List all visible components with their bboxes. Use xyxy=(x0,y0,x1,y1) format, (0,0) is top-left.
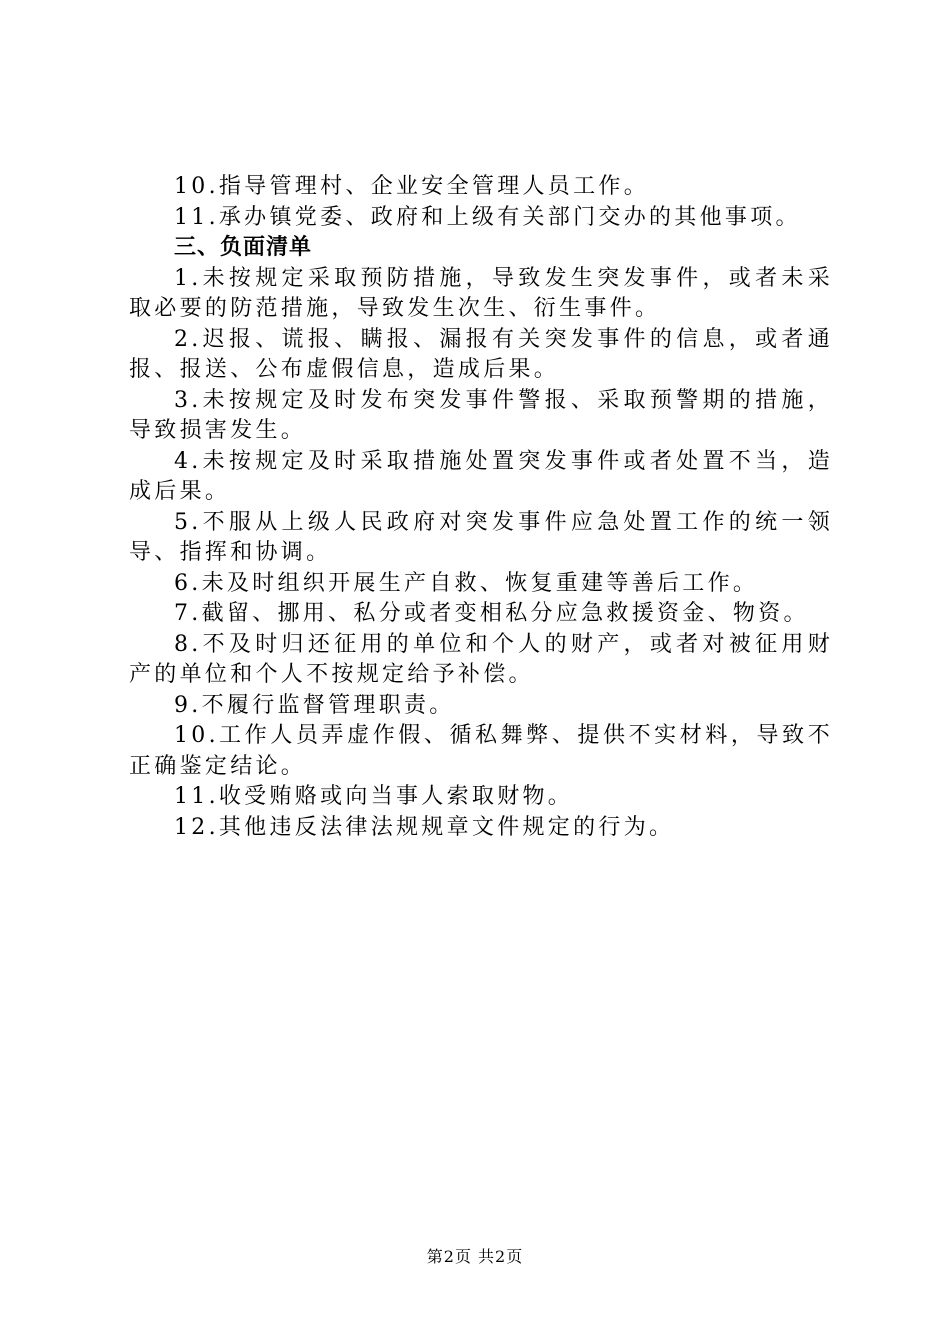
negative-item-3: 3.未按规定及时发布突发事件警报、采取预警期的措施，导致损害发生。 xyxy=(129,387,833,443)
negative-item-1: 1.未按规定采取预防措施，导致发生突发事件，或者未采取必要的防范措施，导致发生次生、衍生事件。 xyxy=(129,265,833,321)
negative-item-12: 12.其他违反法律法规规章文件规定的行为。 xyxy=(174,814,675,840)
section-heading-negative-list: 三、负面清单 xyxy=(174,235,313,260)
negative-item-4: 4.未按规定及时采取措施处置突发事件或者处置不当，造成后果。 xyxy=(129,448,833,504)
negative-item-5: 5.不服从上级人民政府对突发事件应急处置工作的统一领导、指挥和协调。 xyxy=(129,509,833,565)
negative-item-11: 11.收受贿赂或向当事人索取财物。 xyxy=(174,784,574,809)
negative-item-10: 10.工作人员弄虚作假、循私舞弊、提供不实材料，导致不正确鉴定结论。 xyxy=(129,723,833,779)
paragraph-10: 10.指导管理村、企业安全管理人员工作。 xyxy=(174,174,649,199)
paragraph-11: 11.承办镇党委、政府和上级有关部门交办的其他事项。 xyxy=(174,204,801,230)
negative-item-2: 2.迟报、谎报、瞒报、漏报有关突发事件的信息，或者通报、报送、公布虚假信息，造成后果。 xyxy=(129,326,833,382)
negative-item-7: 7.截留、挪用、私分或者变相私分应急救援资金、物资。 xyxy=(174,601,809,626)
document-body xyxy=(129,172,833,843)
negative-item-8: 8.不及时归还征用的单位和个人的财产，或者对被征用财产的单位和个人不按规定给予补偿。 xyxy=(129,631,833,687)
negative-item-6: 6.未及时组织开展生产自救、恢复重建等善后工作。 xyxy=(174,570,759,596)
page-footer: 第2页 共2页 xyxy=(426,1247,524,1266)
negative-item-9: 9.不履行监督管理职责。 xyxy=(174,692,455,718)
